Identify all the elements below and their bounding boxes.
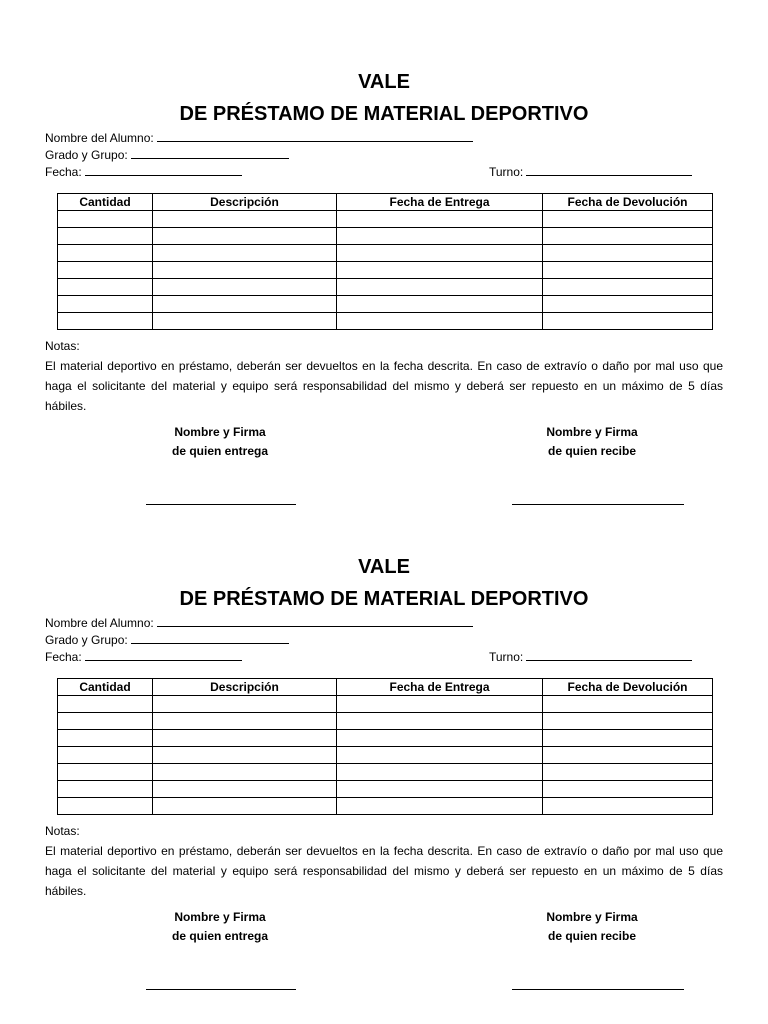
- table-cell[interactable]: [543, 245, 713, 262]
- notes-text: El material deportivo en préstamo, deberán ser devueltos en la fecha descrita. En caso de extravío o daño por mal uso que haga el solicitante del material y equipo será responsabilidad del mismo y deberá ser repuesto en un máximo de 5 días hábiles.: [45, 844, 723, 898]
- shift-label: Turno:: [489, 165, 524, 179]
- table-cell[interactable]: [337, 262, 543, 279]
- signature-block-receives: [522, 908, 662, 946]
- table-cell[interactable]: [58, 764, 153, 781]
- table-cell[interactable]: [153, 730, 337, 747]
- col-descripcion: Descripción: [153, 194, 337, 211]
- notes-label: Notas:: [45, 339, 80, 353]
- date-line[interactable]: [85, 165, 242, 176]
- grade-group-line[interactable]: [131, 148, 289, 159]
- table-cell[interactable]: [153, 245, 337, 262]
- table-header-row: [58, 194, 713, 211]
- grade-group-field[interactable]: [45, 147, 289, 163]
- table-cell[interactable]: [153, 211, 337, 228]
- signature-block-delivers: [150, 423, 290, 461]
- table-cell[interactable]: [153, 747, 337, 764]
- form-subtitle: DE PRÉSTAMO DE MATERIAL DEPORTIVO: [179, 103, 589, 125]
- table-cell[interactable]: [337, 798, 543, 815]
- table-cell[interactable]: [337, 228, 543, 245]
- date-label: Fecha:: [45, 650, 82, 664]
- shift-field[interactable]: [489, 649, 692, 665]
- shift-field[interactable]: [489, 164, 692, 180]
- vale-form-top: [0, 0, 768, 485]
- table-row: [58, 245, 713, 262]
- table-cell[interactable]: [337, 713, 543, 730]
- table-row: [58, 296, 713, 313]
- signature-label-receives-line1: Nombre y Firma: [546, 425, 638, 439]
- table-cell[interactable]: [153, 296, 337, 313]
- table-cell[interactable]: [58, 262, 153, 279]
- table-row: [58, 696, 713, 713]
- table-cell[interactable]: [337, 747, 543, 764]
- table-row: [58, 713, 713, 730]
- table-cell[interactable]: [153, 228, 337, 245]
- date-line[interactable]: [85, 650, 242, 661]
- table-cell[interactable]: [543, 228, 713, 245]
- table-cell[interactable]: [543, 798, 713, 815]
- grade-group-label: Grado y Grupo:: [45, 148, 128, 162]
- student-name-line[interactable]: [157, 131, 473, 142]
- table-cell[interactable]: [153, 279, 337, 296]
- table-row: [58, 730, 713, 747]
- table-cell[interactable]: [153, 262, 337, 279]
- table-cell[interactable]: [543, 296, 713, 313]
- table-cell[interactable]: [58, 781, 153, 798]
- table-row: [58, 764, 713, 781]
- table-cell[interactable]: [543, 747, 713, 764]
- signature-label-receives-line1: Nombre y Firma: [546, 910, 638, 924]
- date-label: Fecha:: [45, 165, 82, 179]
- table-row: [58, 211, 713, 228]
- table-cell[interactable]: [58, 228, 153, 245]
- shift-label: Turno:: [489, 650, 524, 664]
- loan-table: [57, 193, 713, 330]
- grade-group-field[interactable]: [45, 632, 289, 648]
- table-cell[interactable]: [153, 764, 337, 781]
- form-title: VALE: [358, 556, 410, 578]
- signature-label-delivers-line2: de quien entrega: [171, 444, 269, 458]
- col-fecha-entrega: Fecha de Entrega: [337, 679, 543, 696]
- student-name-label: Nombre del Alumno:: [45, 131, 154, 145]
- signature-block-delivers: [150, 908, 290, 946]
- vale-form-bottom: [0, 485, 768, 970]
- signature-line-delivers[interactable]: [146, 989, 296, 990]
- signature-label-delivers-line1: Nombre y Firma: [174, 910, 266, 924]
- col-descripcion: Descripción: [153, 679, 337, 696]
- grade-group-line[interactable]: [131, 633, 289, 644]
- notes-label: Notas:: [45, 824, 80, 838]
- date-field[interactable]: [45, 164, 242, 180]
- date-field[interactable]: [45, 649, 242, 665]
- signature-label-delivers-line2: de quien entrega: [171, 929, 269, 943]
- student-name-field[interactable]: [45, 130, 473, 146]
- table-cell[interactable]: [153, 713, 337, 730]
- col-fecha-devolucion: Fecha de Devolución: [543, 194, 713, 211]
- table-cell[interactable]: [58, 296, 153, 313]
- table-cell[interactable]: [153, 313, 337, 330]
- table-cell[interactable]: [543, 279, 713, 296]
- student-name-label: Nombre del Alumno:: [45, 616, 154, 630]
- table-cell[interactable]: [58, 713, 153, 730]
- table-cell[interactable]: [337, 730, 543, 747]
- form-title: VALE: [358, 71, 410, 93]
- signature-block-receives: [522, 423, 662, 461]
- table-cell[interactable]: [543, 713, 713, 730]
- student-name-line[interactable]: [157, 616, 473, 627]
- table-cell[interactable]: [337, 245, 543, 262]
- student-name-field[interactable]: [45, 615, 473, 631]
- table-cell[interactable]: [543, 730, 713, 747]
- table-cell[interactable]: [337, 781, 543, 798]
- table-cell[interactable]: [58, 313, 153, 330]
- table-row: [58, 798, 713, 815]
- table-row: [58, 747, 713, 764]
- table-row: [58, 279, 713, 296]
- grade-group-label: Grado y Grupo:: [45, 633, 128, 647]
- table-cell[interactable]: [337, 764, 543, 781]
- table-cell[interactable]: [58, 798, 153, 815]
- col-cantidad: Cantidad: [58, 679, 153, 696]
- table-header-row: [58, 679, 713, 696]
- table-cell[interactable]: [58, 730, 153, 747]
- table-row: [58, 313, 713, 330]
- signature-label-receives-line2: de quien recibe: [547, 929, 637, 943]
- signature-label-delivers-line1: Nombre y Firma: [174, 425, 266, 439]
- col-cantidad: Cantidad: [58, 194, 153, 211]
- table-cell[interactable]: [58, 279, 153, 296]
- loan-table: [57, 678, 713, 815]
- col-fecha-entrega: Fecha de Entrega: [337, 194, 543, 211]
- table-cell[interactable]: [153, 798, 337, 815]
- table-cell[interactable]: [337, 696, 543, 713]
- signature-label-receives-line2: de quien recibe: [547, 444, 637, 458]
- notes-text: El material deportivo en préstamo, deberán ser devueltos en la fecha descrita. En caso de extravío o daño por mal uso que haga el solicitante del material y equipo será responsabilidad del mismo y deberá ser repuesto en un máximo de 5 días hábiles.: [45, 359, 723, 413]
- table-cell[interactable]: [543, 211, 713, 228]
- table-cell[interactable]: [153, 781, 337, 798]
- shift-line[interactable]: [526, 165, 692, 176]
- table-cell[interactable]: [337, 279, 543, 296]
- table-cell[interactable]: [337, 296, 543, 313]
- table-row: [58, 262, 713, 279]
- shift-line[interactable]: [526, 650, 692, 661]
- col-fecha-devolucion: Fecha de Devolución: [543, 679, 713, 696]
- table-cell[interactable]: [337, 211, 543, 228]
- form-subtitle: DE PRÉSTAMO DE MATERIAL DEPORTIVO: [179, 588, 589, 610]
- table-cell[interactable]: [543, 696, 713, 713]
- table-cell[interactable]: [543, 764, 713, 781]
- table-cell[interactable]: [58, 747, 153, 764]
- table-cell[interactable]: [58, 211, 153, 228]
- table-cell[interactable]: [153, 696, 337, 713]
- table-cell[interactable]: [337, 313, 543, 330]
- table-cell[interactable]: [58, 696, 153, 713]
- table-cell[interactable]: [543, 313, 713, 330]
- table-cell[interactable]: [543, 262, 713, 279]
- table-row: [58, 228, 713, 245]
- table-row: [58, 781, 713, 798]
- table-cell[interactable]: [543, 781, 713, 798]
- table-cell[interactable]: [58, 245, 153, 262]
- signature-line-receives[interactable]: [512, 989, 684, 990]
